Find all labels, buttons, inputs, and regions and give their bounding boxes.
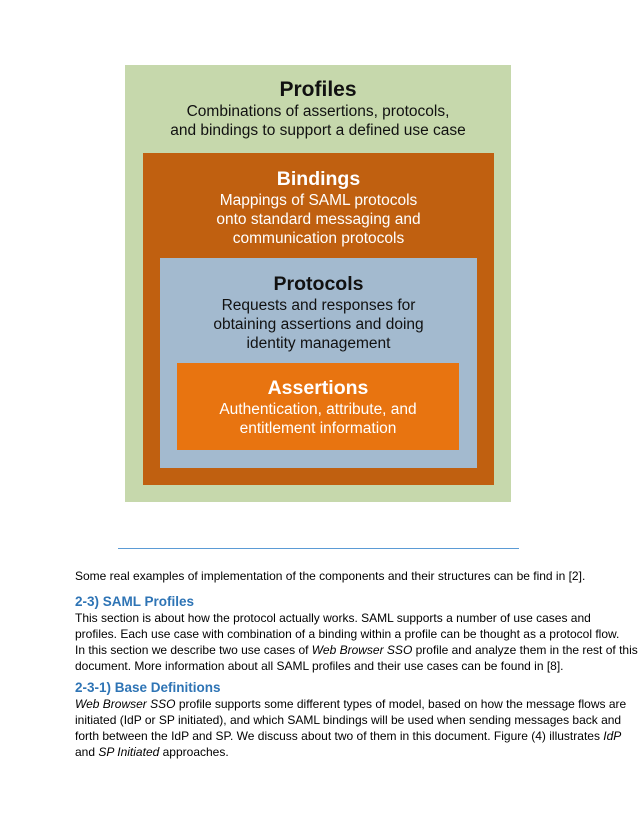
assertions-title: Assertions xyxy=(267,377,369,399)
paragraph-text: In this section we describe two use cases of xyxy=(75,643,312,657)
assertions-description xyxy=(177,400,459,438)
protocols-desc-line: Requests and responses for xyxy=(221,297,416,314)
subsection-paragraph xyxy=(75,696,627,760)
paragraph-text: profile and analyze them in the rest of this xyxy=(412,643,638,657)
paragraph-line: document. More information about all SAML profiles and their use cases can be found in [8]. xyxy=(75,659,564,673)
paragraph-line xyxy=(75,642,638,658)
emphasis-text: Web Browser SSO xyxy=(311,643,413,657)
assertions-desc-line: entitlement information xyxy=(239,420,397,437)
emphasis-text: SP Initiated xyxy=(98,745,160,759)
protocols-description xyxy=(160,296,477,353)
bindings-title: Bindings xyxy=(276,168,361,190)
paragraph-line xyxy=(75,696,627,712)
paragraph-line: This section is about how the protocol actually works. SAML supports a number of use cases and xyxy=(75,611,591,625)
paragraph-text: and xyxy=(75,745,99,759)
paragraph-line: profiles. Each use case with combination of a binding within a profile can be thought as a protocol flow. xyxy=(75,627,620,641)
protocols-title: Protocols xyxy=(273,273,364,295)
paragraph-text: forth between the IdP and SP. We discuss about two of them in this document. Figure (4) illustrates xyxy=(75,729,604,743)
paragraph-text: approaches. xyxy=(159,745,229,759)
emphasis-text: Web Browser SSO xyxy=(75,697,176,711)
section-paragraph xyxy=(75,610,638,674)
bindings-desc-line: Mappings of SAML protocols xyxy=(219,192,418,209)
profiles-title: Profiles xyxy=(279,78,357,101)
section-heading: 2-3) SAML Profiles xyxy=(75,594,195,609)
profiles-desc-line: and bindings to support a defined use case xyxy=(170,122,466,139)
intro-paragraph xyxy=(75,568,586,584)
intro-line: Some real examples of implementation of the components and their structures can be find in [2]. xyxy=(75,569,586,583)
bindings-desc-line: onto standard messaging and xyxy=(216,211,421,228)
horizontal-rule xyxy=(118,548,519,549)
protocols-desc-line: obtaining assertions and doing xyxy=(213,316,424,333)
paragraph-line xyxy=(75,744,570,760)
bindings-description xyxy=(143,191,494,248)
assertions-layer xyxy=(177,363,459,450)
paragraph-line: initiated (IdP or SP initiated), and which SAML bindings will be used when sending messages back and xyxy=(75,713,622,727)
bindings-desc-line: communication protocols xyxy=(232,230,405,247)
assertions-desc-line: Authentication, attribute, and xyxy=(219,401,417,418)
paragraph-line xyxy=(75,728,622,744)
protocols-desc-line: identity management xyxy=(246,335,391,352)
paragraph-text: profile supports some different types of model, based on how the message flows are xyxy=(175,697,627,711)
saml-layers-diagram xyxy=(125,65,511,502)
profiles-description xyxy=(125,102,511,140)
profiles-desc-line: Combinations of assertions, protocols, xyxy=(186,103,450,120)
subsection-heading: 2-3-1) Base Definitions xyxy=(75,680,221,695)
emphasis-text: IdP xyxy=(603,729,622,743)
